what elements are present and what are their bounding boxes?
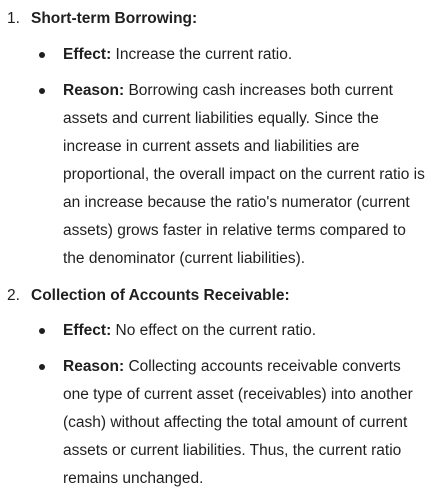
effect-paragraph: [63, 41, 427, 69]
bullet-icon: [37, 41, 49, 69]
reason-paragraph: [63, 353, 427, 493]
effect-text: Increase the current ratio.: [111, 46, 293, 63]
reason-text: Collecting accounts receivable converts one type of current asset (receivables) into another (cash) without affecting the total amount of current assets or current liabilities. Thus, the current ratio remains unchanged.: [63, 358, 413, 487]
list-item-heading: [7, 5, 197, 33]
reason-label: Reason:: [63, 358, 125, 375]
reason-paragraph: [63, 77, 427, 273]
effect-paragraph: [63, 317, 427, 345]
item-number: 2.: [7, 287, 20, 304]
item-title: Collection of Accounts Receivable:: [31, 287, 290, 304]
bullet-icon: [37, 317, 49, 345]
reason-label: Reason:: [63, 82, 125, 99]
effect-label: Effect:: [63, 46, 112, 63]
effect-text: No effect on the current ratio.: [111, 322, 317, 339]
list-item-heading: [7, 282, 290, 310]
item-title: Short-term Borrowing:: [31, 10, 198, 27]
reason-text: Borrowing cash increases both current assets and current liabilities equally. Since the increase in current assets and liabilities are proportional, the overall impact on the current ratio is an increase because the ratio's numerator (current assets) grows faster in relative terms compared to the denominator (current liabilities).: [63, 82, 425, 267]
bullet-icon: [37, 77, 49, 105]
item-number: 1.: [7, 10, 20, 27]
effect-label: Effect:: [63, 322, 112, 339]
bullet-icon: [37, 353, 49, 381]
